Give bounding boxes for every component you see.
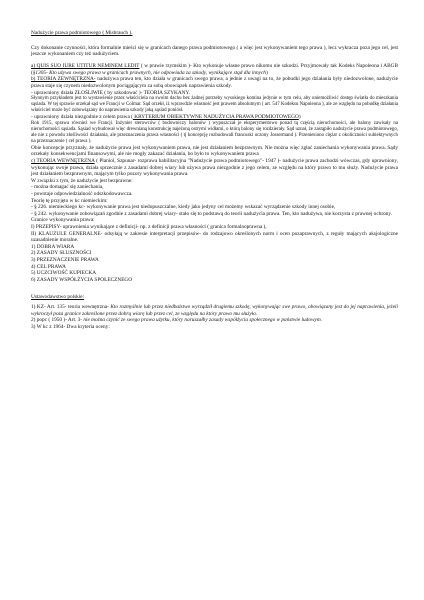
list-item: 3) PRZEZNACZENIE PRAWA (31, 256, 99, 263)
kryterium-obiektywne: KRYTERIUM OBIEKTYWNE NADUŻYCIA PRAWA PODMIOTOWEGO (132, 114, 299, 121)
granice-1: I) PRZEPISY- uprawnienia wynikające z definicji- np. z definicji prawa własności ( granica formalnoprawna ), (31, 223, 267, 230)
art-135-quote: Kto rozmyślnie lub przez niedbalstwo wyrządził drugiemu szkodę, wykonywając swe prawo, obowiązany jest do jej naprawienia, jeżeli wykroczył poza granice zakreślone przez dobrą wiarę lub przez cel, ze względu na który prawo mu służyło. (31, 303, 398, 317)
point-b-example: Słynnym przykładem jest to wystawienie przez właściciela na swoim dachu bez żadnej potrzeby wysokiego komina jedynie w tym celu, aby uniemożliwić dostęp światła do mieszkania sąsiada. W tej sprawie orzekał sąd we Francji w Colmar. Sąd orzekł, iż wprawdzie własność jest prawem absolutnym ( art. 547 Kodeksu Napoleona ), ale ze względu na pobudkę działania właściciel może być zobowiązany do naprawienia szkody jaką sąsiad poniósł. (31, 96, 398, 114)
ustawodawstwo-heading: Ustawodawstwo polskie: (31, 294, 85, 301)
point-a-text: ( w prawie rzymskim )- Kto wykonuje własne prawo nikomu nie szkodzi. Przyjmowały tak Kodeks Napoleona i ABGB ( (31, 63, 398, 76)
zwiazku: W związku z tym, że nadużycie jest bezprawne: (31, 177, 133, 184)
list-item: 4) CEL PRAWA (31, 263, 66, 270)
document-body (31, 30, 398, 330)
point-a: a) QUIS SUO IURE UTITUR NEMINEM LEDIT ( w prawie rzymskim )- Kto wykonuje własne prawo nikomu nie szkodzi. Przyjmowały tak Kodeks Napoleona i ABGB (§1305- Kto używa swego prawa w granicach prawnych, nie odpowiada za szkody, wynikające stąd dla innych) (31, 63, 398, 76)
point-b-case: Rok 1915, sprawa również we Francji. Inżynier sterowców ( budowniczy balonów ) wypuszczał je eksperymentowo ponad tą częścią nieruchomości, ale balony zawisały na nieruchomości sąsiada. Sąsiad wybudował więc drewnianą konstrukcję najeżoną ostrymi widłami, o którą balony się rozdzierały. Sąd uznał, że zastąpiło nadużycie prawa podmiotowego, ale nie z powodu złośliwości działania, ale przeznaczenia prawa własności ( tj koncepcję rozbudowali francuski uczony Jossermand ). Przeniesiono ciężar z okoliczności subiektywnych na przeznaczenie ( cel prawa ). (31, 120, 398, 144)
ustawodawstwo-1: 1) KZ- Art. 135- teoria wewnętrzna- Kto rozmyślnie lub przez niedbalstwo wyrządził drugiemu szkodę, wykonywając swe prawo, obowiązany jest do jej naprawienia, jeżeli wykroczył poza granice zakreślone przez dobrą wiarę lub przez cel, ze względu na który prawo mu służyło. (31, 303, 398, 317)
granice-2: II) KLAUZULE GENERALNE- odsyłają w zakresie interpretacji przepisów- do rodzajowo określonych norm i ocen pozaprawnych, z reguły mających aksjologiczne uzasadnienie moralne. (31, 230, 398, 244)
paragraf-226: - § 226. niemieckiego kc- wykonywanie prawa jest niedopuszczalne, kiedy jako jedyny cel możemy wskazać wyrządzenie szkody innej osobie, (31, 204, 336, 211)
teorie-kc-niemiecki: Teorię tę przyjęto w kc niemieckim: (31, 197, 108, 204)
point-b-dash-2: - uprawniony działa niezgodnie z celem prawa ( KRYTERIUM OBIEKTYWNE NADUŻYCIA PRAWA PODMIOTOWEGO) (31, 114, 301, 121)
zwiazku-item-2: - powstaje odpowiedzialność odszkodowawcza. (31, 191, 133, 197)
paragraf-242: - § 242. wykonywanie zobowiązań zgodnie z zasadami dobrej wiary- stało się to podstawą do teorii nadużycia prawa. Ten, kto nadużywa, nie korzysta z prawnej ochrony. (31, 210, 393, 217)
list-item: 2) ZASADY SŁUSZNOŚCI (31, 250, 92, 257)
point-b-text: nadużywa prawa ten, kto działa w granicach swego prawa, a jednie z uwagi na to, że pobudki jego działania były niedozwolone, nadużycie prawa staje się czynem niedozwolonym pociągającym za sobą obowiązek naprawienia szkody. (31, 76, 398, 90)
list-item: 6) ZASADY WSPÓŁŻYCIA SPOŁECZNEGO (31, 276, 133, 283)
point-a-label: a) QUIS SUO IURE UTITUR NEMINEM LEDIT (31, 63, 140, 70)
point-b-dash-1: - uprawniony działa ZŁOŚLIWIE ( by szkodować )- TEORIA SZYKANY. (31, 89, 190, 96)
art-3-quote: nie można czynić ze swego prawa użytku, który naruszałby zasady współżycia społecznego w państwie ludowym. (82, 317, 323, 324)
obie-koncepcje: Obie koncepcje przyznały, że nadużycie prawa jest wykonywaniem prawa, nie jest działaniem bezprawnym. Nie można więc zgłać zaniechania wykonywania prawa. Sądy orzekały konsekwencjami finansowymi, ale nie mogły zakazać działania, bo było to wykonywaniem prawa (31, 144, 398, 158)
ustawodawstwo-2: 2) popc ( 1950 )- Art. 3- nie można czynić ze swego prawa użytku, który naruszałby zasady współżycia społecznego w państwie ludowym. (31, 317, 323, 324)
ustawodawstwo-3: 3) W kc z 1964- Dwa kryteria oceny: (31, 323, 110, 330)
point-c (31, 158, 398, 178)
point-b (31, 76, 398, 89)
zwiazku-item-1: - można domagać się zaniechania, (31, 184, 104, 191)
list-item: 5) UCZCIWOŚĆ KUPIECKA (31, 270, 97, 277)
point-a-quote: §1305- Kto używa swego prawa w granicach prawnych, nie odpowiada za szkody, wynikające stąd dla innych (32, 69, 266, 76)
document-title: Nadużycie prawa podmiotowego ( Misbrauch ). (31, 30, 133, 36)
granice-heading: Granice wykonywania prawa: (31, 217, 95, 224)
list-item: 1) DOBRA WIARA (31, 243, 75, 250)
point-c-text: ( Planiol, Szpunar- rozprawa habilitacyjna "Nadużycie prawa podmiotowego"- 1947 )- nadużycie prawa zachodzi wówczas, gdy uprawniony, wykonując swoje prawa, działa sprzecznie z zasadami dobrej wiary lub używa prawa niezgodnie z jego celem, ze względu na który prawo to mu służy. Nadużycie prawa jest działaniem bezprawnym, mającym tylko pozory wykonywania prawa. (31, 158, 398, 178)
point-c-label: c) TEORIA WEWNĘTRZNA (31, 158, 95, 165)
intro-paragraph: Czy dokonanie czynności, która formalnie mieści się w granicach danego prawa podmiotowego ( a więc jest wykonywaniem tego prawa ), lecz wykracza poza jego cel, jest jeszcze wykonaniem czy też nadużyciem. (31, 44, 398, 58)
point-b-label: b) TEORIA ZEWNĘTRZNA- (31, 76, 96, 83)
